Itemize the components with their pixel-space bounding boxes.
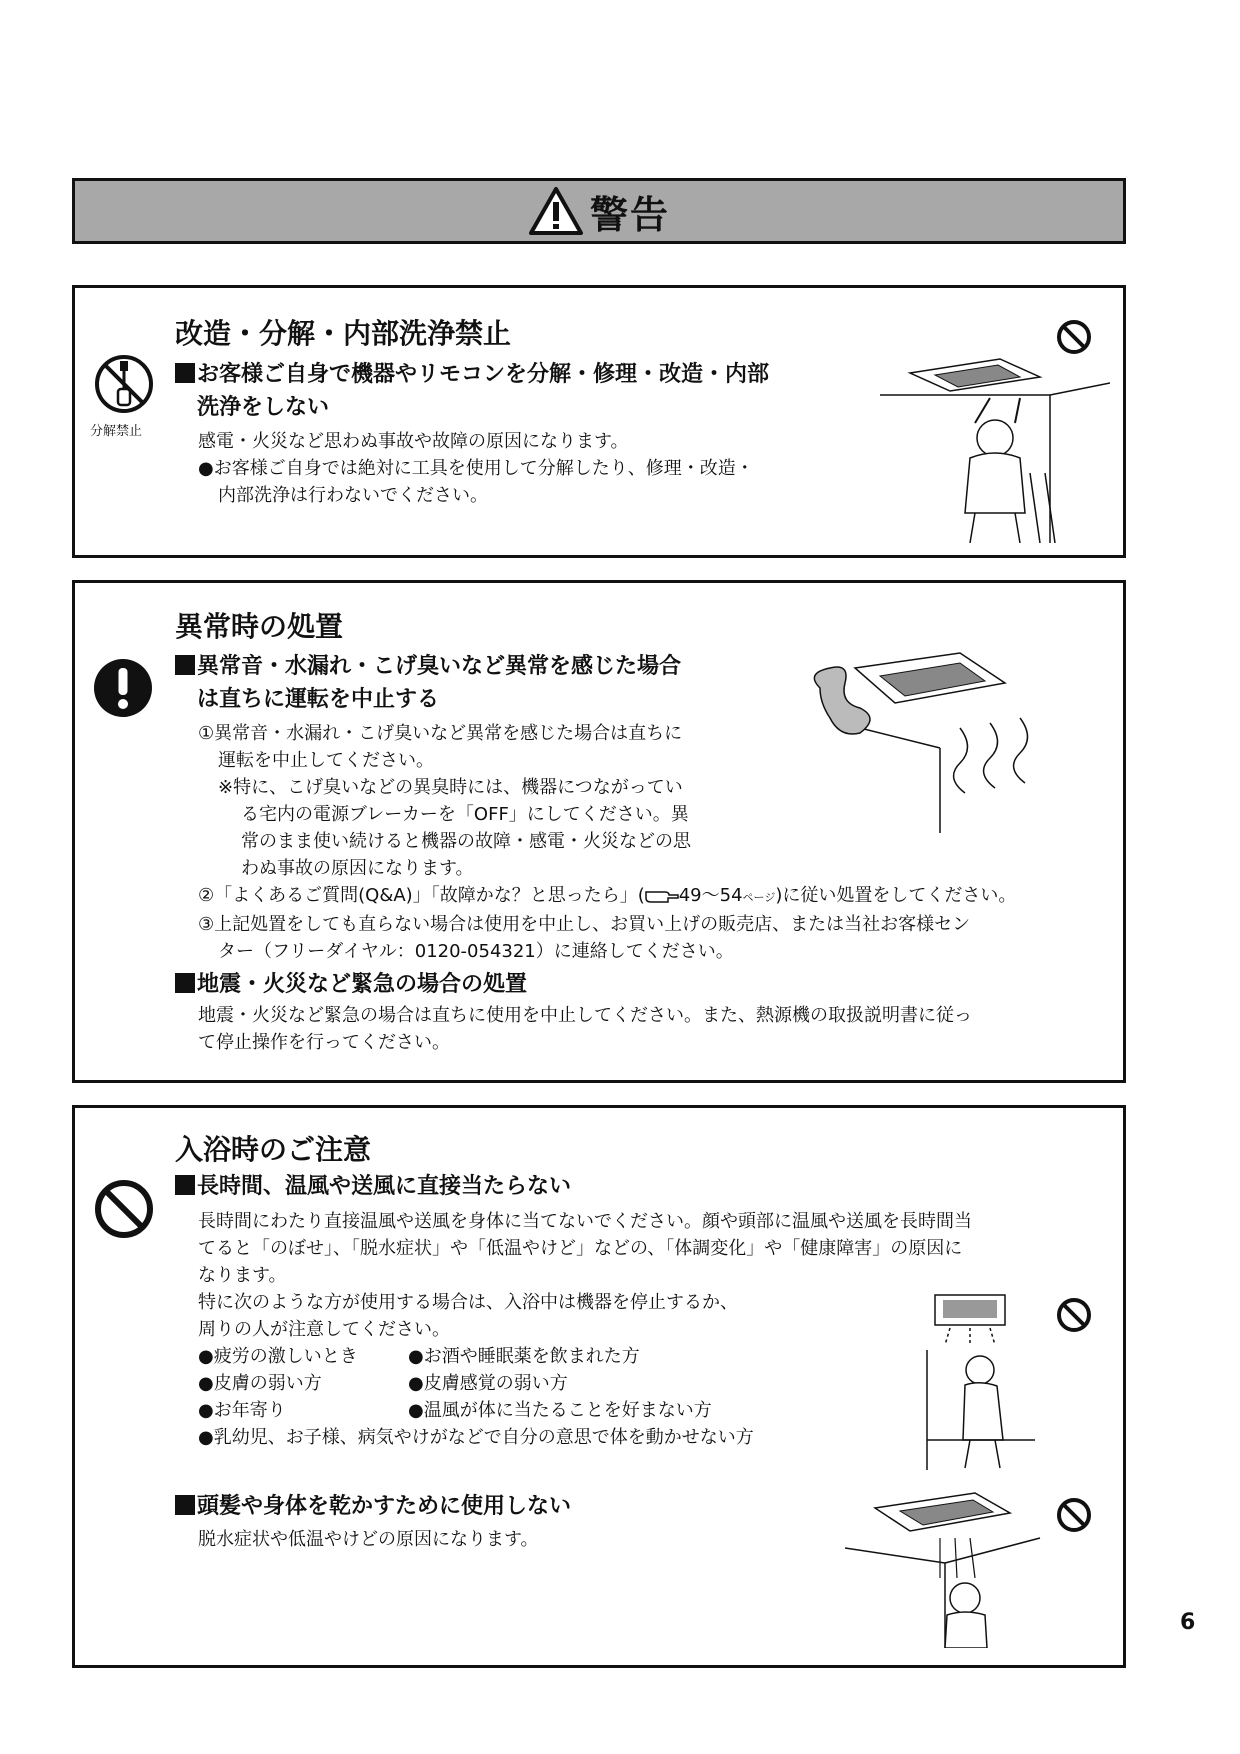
warning-triangle-icon <box>528 186 584 236</box>
faq-reference: ②「よくあるご質問(Q&A)」「故障かな？と思ったら」( 49～54ページ)に従い処置をしてください。 <box>198 885 1017 906</box>
section-heading: お客様ご自身で機器やリモコンを分解・修理・改造・内部 洗浄をしない <box>175 358 769 424</box>
section-title: 改造・分解・内部洗浄禁止 <box>175 317 512 350</box>
page-number: 6 <box>1180 1610 1196 1635</box>
section-heading: 異常音・水漏れ・こげ臭いなど異常を感じた場合 は直ちに運転を中止する <box>175 650 681 716</box>
mandatory-exclamation-icon <box>93 658 153 718</box>
person-repairing-ceiling-unit-illustration <box>880 343 1110 543</box>
woman-drying-hair-illustration <box>845 1483 1045 1648</box>
section-body: ①異常音・水漏れ・こげ臭いなど異常を感じた場合は直ちに 運転を中止してください。 ※特に、こげ臭いなどの異臭時には、機器につながってい る宅内の電源ブレーカーを「OFF」にしてください。異 常のまま使い続けると機器の故障・感電・火災などの思 わぬ事故の原因になります。 ②「よくあるご質問(Q&A)」「故障かな？と思ったら」( 49～54ページ)に従い処置をしてください。 ③上記処置をしても直らない場合は使用を中止し、お買い上げの販売店、または当社お客様セン ター（フリーダイヤル：0120-054321）に連絡してください。 <box>198 723 1017 962</box>
section-bathing-caution <box>72 1105 1126 1668</box>
prohibition-icon <box>1055 1496 1093 1534</box>
page-reference: 49～54 <box>678 885 743 906</box>
smoking-ceiling-unit-illustration <box>800 648 1080 833</box>
section-abnormal-handling <box>72 580 1126 1083</box>
warning-banner <box>72 178 1126 244</box>
section-title: 入浴時のご注意 <box>175 1133 372 1166</box>
sub-heading: 地震・火災など緊急の場合の処置 <box>175 968 527 1001</box>
woman-bathing-under-heater-illustration <box>925 1290 1045 1470</box>
prohibition-icon <box>1055 1296 1093 1334</box>
no-disassembly-label: 分解禁止 <box>90 424 143 439</box>
pointing-hand-icon <box>645 886 679 904</box>
sub-body: 脱水症状や低温やけどの原因になります。 <box>198 1529 539 1550</box>
section-heading: 長時間、温風や送風に直接当たらない <box>175 1170 571 1203</box>
section-body: 感電・火災など思わぬ事故や故障の原因になります。 ●お客様ご自身では絶対に工具を使用して分解したり、修理・改造・ 内部洗浄は行わないでください。 <box>198 431 754 506</box>
section-no-disassembly <box>72 285 1126 558</box>
bullet-list: ●疲労の激しいとき ●お酒や睡眠薬を飲まれた方 ●皮膚の弱い方 ●皮膚感覚の弱い方 ●お年寄り ●温風が体に当たることを好まない方 <box>198 1346 712 1421</box>
no-disassembly-icon <box>93 353 155 415</box>
warning-title: 警告 <box>589 192 670 237</box>
section-title: 異常時の処置 <box>175 610 344 643</box>
section-body: 長時間にわたり直接温風や送風を身体に当てないでください。顔や頭部に温風や送風を長時間当 てると「のぼせ」、「脱水症状」や「低温やけど」などの、「体調変化」や「健康障害」の原因に なります。 特に次のような方が使用する場合は、入浴中は機器を停止するか、 周りの人が注意してください。 ●疲労の激しいとき ●お酒や睡眠薬を飲まれた方 ●皮膚の弱い方 ●皮膚感覚の弱い方 ●お年寄り ●温風が体に当たることを好まない方 ●乳幼児、お子様、病気やけがなどで自分の意思で体を動かせない方 <box>198 1211 972 1448</box>
sub-heading: 頭髪や身体を乾かすために使用しない <box>175 1490 571 1523</box>
prohibition-icon <box>93 1178 155 1240</box>
sub-body: 地震・火災など緊急の場合は直ちに使用を中止してください。また、熱源機の取扱説明書に従っ て停止操作を行ってください。 <box>198 1005 972 1053</box>
